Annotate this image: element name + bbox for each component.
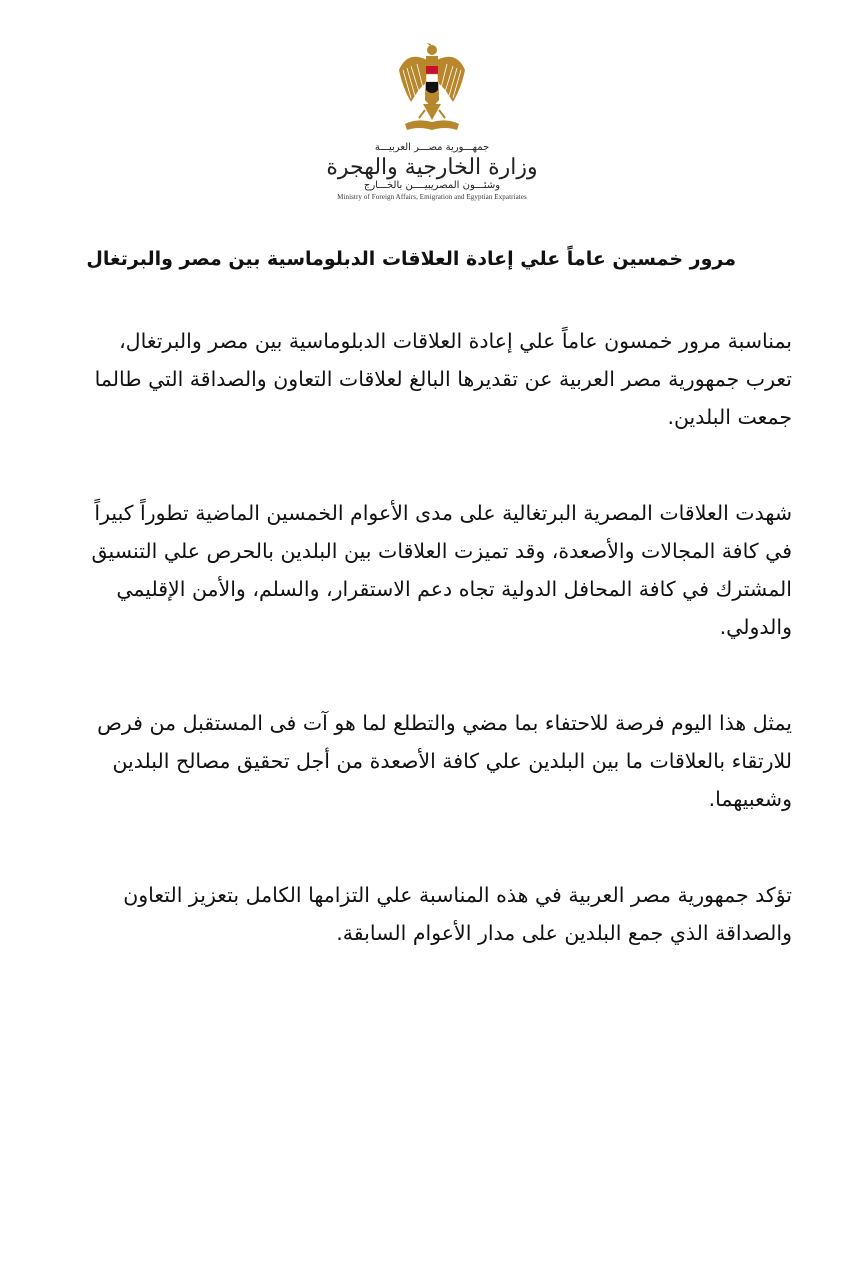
paragraph: تؤكد جمهورية مصر العربية في هذه المناسبة علي التزامها الكامل بتعزيز التعاون والصداقة الذي جمع البلدين على مدار الأعوام السابقة. bbox=[123, 883, 792, 945]
letterhead bbox=[0, 40, 864, 201]
letterhead-country: جمهـــورية مصـــر العربيـــة bbox=[374, 142, 490, 153]
letterhead-subtitle: وشئـــون المصريبيــــن بالخـــارج bbox=[363, 180, 501, 191]
document-body bbox=[70, 322, 792, 1010]
document-title: مرور خمسين عاماً علي إعادة العلاقات الدبلوماسية بين مصر والبرتغال bbox=[86, 248, 736, 270]
paragraph: بمناسبة مرور خمسون عاماً علي إعادة العلاقات الدبلوماسية بين مصر والبرتغال، تعرب جمهورية مصر العربية عن تقديرها البالغ لعلاقات التعاون والصداقة التي طالما جمعت البلدين. bbox=[94, 329, 792, 429]
paragraph: يمثل هذا اليوم فرصة للاحتفاء بما مضي والتطلع لما هو آت فى المستقبل من فرص للارتقاء بالعلاقات ما بين البلدين علي كافة الأصعدة من أجل تحقيق مصالح البلدين وشعبيهما. bbox=[97, 711, 792, 811]
letterhead-ministry: وزارة الخارجية والهجرة bbox=[326, 155, 538, 180]
eagle-emblem-icon bbox=[397, 40, 467, 136]
paragraph: شهدت العلاقات المصرية البرتغالية على مدى الأعوام الخمسين الماضية تطوراً كبيراً في كافة المجالات والأصعدة، وقد تميزت العلاقات بين البلدين بالحرص علي التنسيق المشترك في كافة المحافل الدولية تجاه دعم الاستقرار، والسلم، والأمن الإقليمي والدولي. bbox=[91, 501, 792, 639]
letterhead-english: Ministry of Foreign Affairs, Emigration and Egyptian Expatriates bbox=[337, 193, 527, 201]
